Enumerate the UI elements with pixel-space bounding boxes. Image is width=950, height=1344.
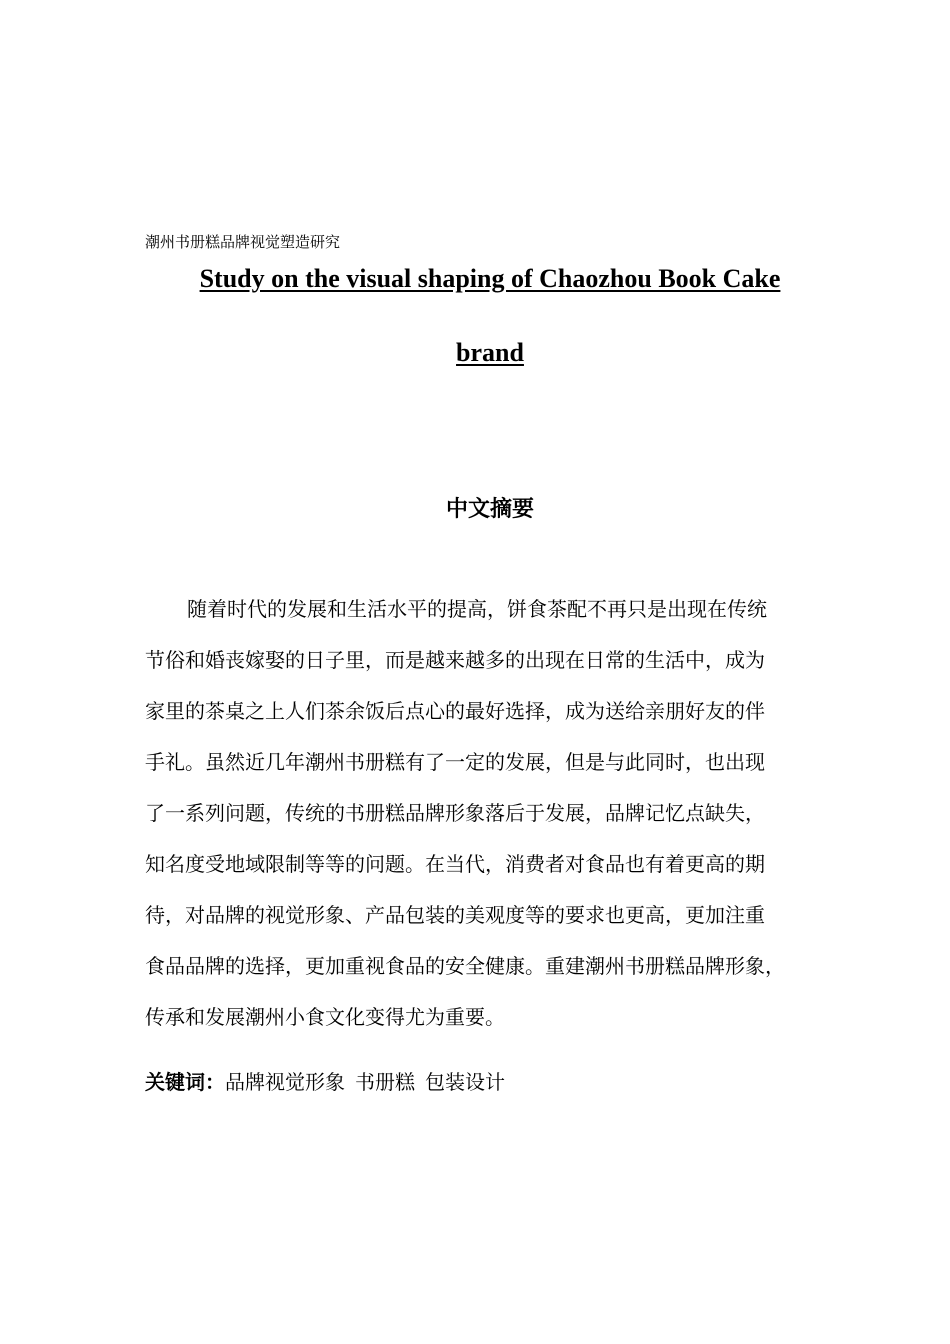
abstract-line: 食品品牌的选择，更加重视食品的安全健康。重建潮州书册糕品牌形象， [145, 954, 785, 978]
abstract-line: 节俗和婚丧嫁娶的日子里，而是越来越多的出现在日常的生活中，成为 [145, 648, 765, 672]
abstract-heading: 中文摘要 [445, 497, 534, 522]
english-title-line-1: Study on the visual shaping of Chaozhou Book Cake [199, 264, 781, 293]
keywords-label: 关键词： [145, 1070, 225, 1094]
abstract-line: 传承和发展潮州小食文化变得尤为重要。 [145, 1005, 505, 1029]
english-title-line-2: brand [456, 338, 524, 367]
keyword-item: 品牌视觉形象 [225, 1070, 345, 1094]
keywords-row [145, 1067, 505, 1097]
chinese-title: 潮州书册糕品牌视觉塑造研究 [145, 233, 341, 251]
keyword-item: 书册糕 [355, 1070, 415, 1094]
abstract-line: 待，对品牌的视觉形象、产品包装的美观度等的要求也更高，更加注重 [145, 903, 765, 927]
abstract-body [145, 592, 845, 1051]
keyword-item: 包装设计 [425, 1070, 505, 1094]
abstract-line: 手礼。虽然近几年潮州书册糕有了一定的发展，但是与此同时，也出现 [145, 750, 765, 774]
abstract-line: 了一系列问题，传统的书册糕品牌形象落后于发展，品牌记忆点缺失， [145, 801, 765, 825]
abstract-line: 知名度受地域限制等等的问题。在当代，消费者对食品也有着更高的期 [145, 852, 765, 876]
abstract-line: 随着时代的发展和生活水平的提高，饼食茶配不再只是出现在传统 [187, 597, 767, 621]
abstract-line: 家里的茶桌之上人们茶余饭后点心的最好选择，成为送给亲朋好友的伴 [145, 699, 765, 723]
